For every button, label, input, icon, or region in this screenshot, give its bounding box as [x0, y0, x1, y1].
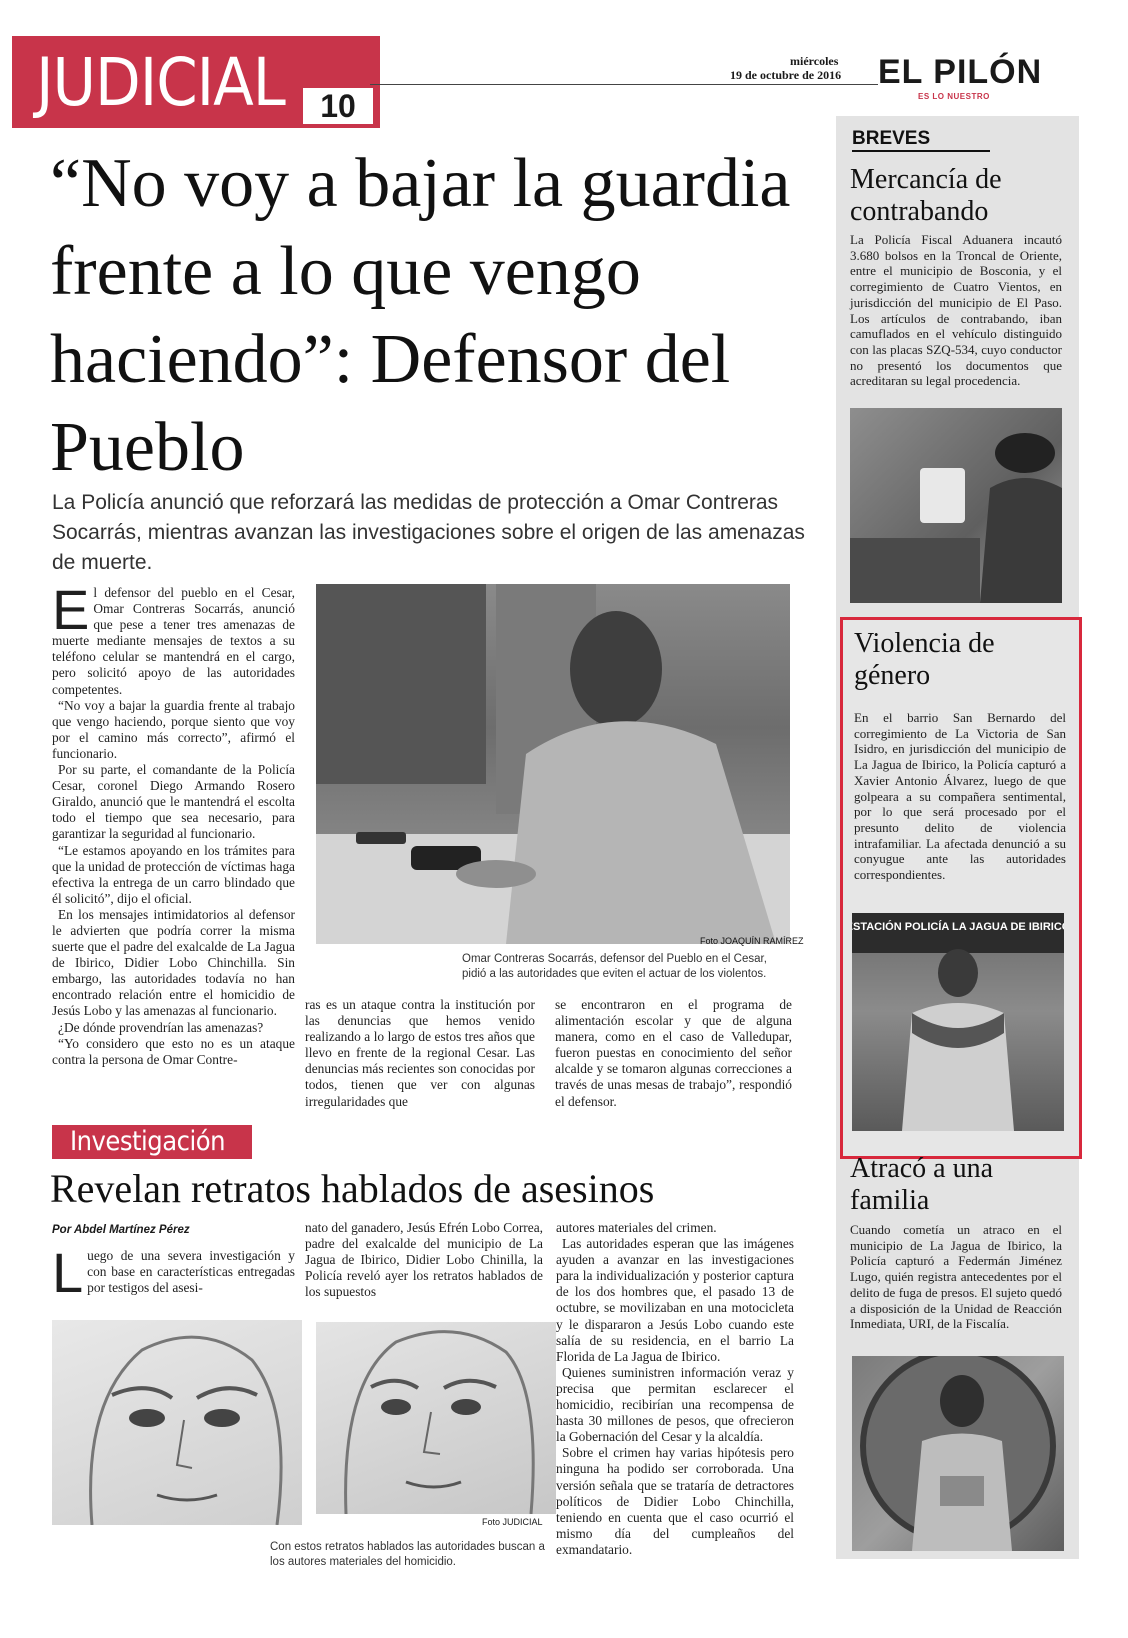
main-article-column-3 [555, 997, 792, 1110]
main-article-column-1 [52, 578, 295, 1068]
brief-text: Cuando cometía un atraco en el municipio de La Jagua de Ibirico, la Policía capturó a Federmán Jiménez Lugo, quién registra antecedentes por el delito de fuga de presos. El sujeto quedó a disposición de la Unidad de Reacción Inmediata, URI, de la Fiscalía. [850, 1222, 1062, 1332]
byline: Por Abdel Martínez Pérez [52, 1224, 190, 1236]
second-article-column-1 [52, 1241, 295, 1304]
main-deck: La Policía anunció que reforzará las medidas de protección a Omar Contreras Socarrás, mientras avanzan las investigaciones sobre el origen de las amenazas de muerte. [52, 491, 805, 574]
paragraph: se encontraron en el programa de alimentación escolar y que de alguna manera, como en el caso de Valledupar, fueron puestas en conocimiento del señor alcalde y se tomaron algunas correcciones a través de unas mesas de trabajo”, respondió el defensor. [555, 997, 792, 1109]
paragraph: Sobre el crimen hay varias hipótesis pero ninguna ha podido ser corroborada. Una versión señala que se trataría de detractores políticos de Didier Lobo Chinchilla, teniendo en cuenta que el caso ocurrió el mismo día del cumpleaños del exmandatario. [556, 1445, 794, 1557]
paragraph: “Le estamos apoyando en los trámites para que la unidad de protección de víctimas haga efectiva la entrega de un carro blindado que él solicitó”, dijo el oficial. [52, 842, 295, 906]
paragraph: Las autoridades esperan que las imágenes ayuden a avanzar en las investigaciones para la individualización y posterior captura de los dos hombres que, el pasado 13 de octubre, se movilizaban en una motocicleta y le dispararon a Jesús Lobo cuando este salía de su residencia, en el barrio La Florida de La Jagua de Ibirico. [556, 1236, 794, 1364]
paragraph: “No voy a bajar la guardia frente al trabajo que vengo haciendo, porque siento que voy por el camino más correcto”, afirmó el funcionario. [52, 697, 295, 761]
brief-title: Violencia de género [854, 628, 995, 691]
paragraph: “Yo considero que esto no es un ataque contra la persona de Omar Contre- [52, 1035, 295, 1067]
main-headline: “No voy a bajar la guardia frente a lo que vengo haciendo”: Defensor del Pueblo [50, 145, 791, 486]
brief-title: Mercancía de contrabando [850, 164, 1002, 227]
dropcap: L [52, 1241, 84, 1304]
paragraph: Quienes suministren información veraz y precisa que permitan esclarecer el homicidio, recibirían una recompensa de hasta 30 millones de pesos, que ofrecieron la Gobernación del Cesar y la alcaldía. [556, 1364, 794, 1445]
sketch-portrait-2 [316, 1322, 556, 1514]
photo-credit: Foto JUDICIAL [482, 1517, 543, 1527]
dropcap: E [52, 578, 90, 641]
paragraph: l defensor del pueblo en el Cesar, Omar Contreras Socarrás, anunció que pese a tener tres amenazas de muerte mediante mensajes de textos a su teléfono celular se mantendrá en el cargo, pero solicitó apoyo de las autoridades competentes. [52, 585, 295, 697]
section-tag: Investigación [70, 1126, 225, 1157]
sketch-portrait-1 [52, 1320, 302, 1525]
photo-credit: Foto JOAQUÍN RAMÍREZ [700, 936, 804, 946]
paragraph: uego de una severa investigación y con base en características entregadas por testigos del asesi- [87, 1248, 295, 1296]
newspaper-slogan: ES LO NUESTRO [918, 92, 990, 101]
header-rule [370, 84, 878, 85]
photo-illustration [316, 584, 790, 944]
main-photo [316, 584, 790, 944]
second-headline: Revelan retratos hablados de asesinos [50, 1166, 655, 1211]
brief-photo [852, 1356, 1064, 1551]
newspaper-logo: EL PILÓN [878, 53, 1043, 91]
sketch-illustration [52, 1320, 302, 1525]
photo-illustration [850, 408, 1062, 603]
sidebar-label: BREVES [852, 128, 990, 152]
paragraph: Por su parte, el comandante de la Policía Cesar, coronel Diego Armando Rosero Giraldo, anunció que le mantendrá el escolta todo el tiempo que sea necesario, para garantizar la seguridad al funcionario. [52, 762, 295, 842]
photo-caption: Omar Contreras Socarrás, defensor del Pueblo en el Cesar, pidió a las autoridades que eviten el actuar de los violentos. [462, 953, 767, 980]
main-article-column-2 [305, 997, 535, 1110]
brief-text: En el barrio San Bernardo del corregimiento de La Victoria de San Isidro, en jurisdicción del municipio de La Jagua de Ibirico, la Policía capturó a Xavier Antonio Álvarez, luego de que golpeara a su compañera sentimental, por lo que será procesado por el presunto delito de violencia intrafamiliar. La afectada denunció a su conyugue ante las autoridades correspondientes. [854, 710, 1066, 883]
second-article-column-3 [556, 1220, 794, 1558]
second-article-column-2 [305, 1220, 543, 1300]
paragraph: nato del ganadero, Jesús Efrén Lobo Correa, padre del exalcalde del municipio de La Jagua de Ibirico, Didier Lobo Chinilla, la Policía reveló ayer los retratos hablados de los supuestos [305, 1220, 543, 1300]
brief-text: La Policía Fiscal Aduanera incautó 3.680 bolsos en la Troncal de Oriente, entre el municipio de Bosconia, y el corregimiento de Cuatro Vientos, en jurisdicción del municipio de El Paso. Los artículos de contrabando, iban camuflados en el vehículo distinguido con las placas SZQ-534, cuyo conductor no presentó los documentos que acreditaran su legal procedencia. [850, 232, 1062, 389]
sketch-illustration [316, 1322, 556, 1514]
photo-sign-text: ESTACIÓN POLICÍA LA JAGUA DE IBIRICO [852, 921, 1064, 933]
photo-caption: Con estos retratos hablados las autoridades buscan a los autores materiales del homicidio. [270, 1541, 545, 1568]
photo-illustration [852, 913, 1064, 1131]
issue-date: 19 de octubre de 2016 [730, 68, 842, 82]
issue-weekday: miércoles [790, 54, 839, 68]
paragraph: autores materiales del crimen. [556, 1220, 717, 1235]
paragraph: ¿De dónde provendrían las amenazas? [58, 1019, 264, 1035]
brief-photo [852, 913, 1064, 1131]
paragraph: En los mensajes intimidatorios al defensor le advierten que podría correr la misma suerte que el padre del exalcalde de La Jagua de Ibirico, Didier Lobo Chinchilla. Sin embargo, las autoridades todavía no han encontrado relación entre el homicidio de Jesús Lobo y las amenazas al funcionario. [52, 906, 295, 1019]
brief-title: Atracó a una familia [850, 1153, 994, 1216]
section-name: JUDICIAL [36, 44, 285, 121]
photo-illustration [852, 1356, 1064, 1551]
paragraph: ras es un ataque contra la institución por las denuncias que hemos venido realizando a lo largo de estos tres años que llevo en frente de la regional Cesar. Las denuncias más recientes son conocidas por todos, tienen que ver con algunas irregularidades que [305, 997, 535, 1109]
page-number: 10 [300, 88, 373, 124]
brief-photo [850, 408, 1062, 603]
